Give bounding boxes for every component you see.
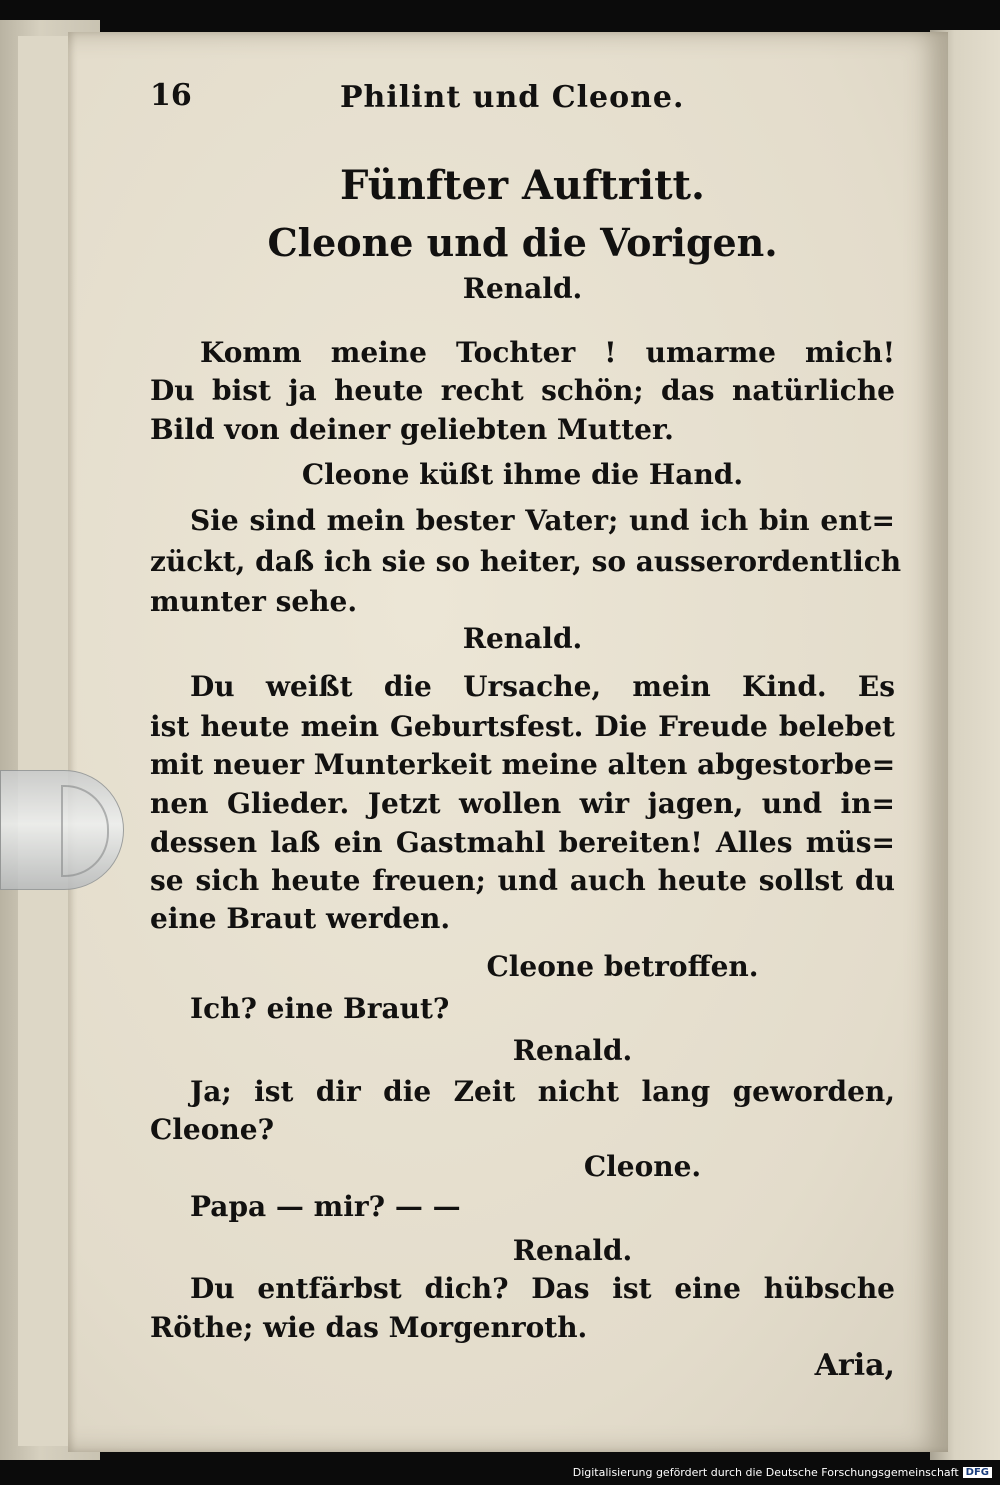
text-line: Du weißt die Ursache, mein Kind. Es [190, 670, 895, 703]
text-line: Röthe; wie das Morgenroth. [150, 1311, 588, 1344]
speaker-label: Cleone küßt ihme die Hand. [301, 458, 744, 491]
text-line: eine Braut werden. [150, 902, 451, 935]
text-line: Bild von deiner geliebten Mutter. [150, 413, 674, 446]
credit-text: Digitalisierung gefördert durch die Deutsche Forschungsgemeinschaft [572, 1466, 959, 1479]
text-line: nen Glieder. Jetzt wollen wir jagen, und in= [150, 787, 895, 820]
text-line: Du entfärbst dich? Das ist eine hübsche [190, 1272, 895, 1305]
speaker-label: Renald. [512, 1234, 633, 1267]
scene-heading: Fünfter Auftritt. [340, 162, 705, 209]
speaker-label: Cleone. [583, 1150, 702, 1183]
text-line: mit neuer Munterkeit meine alten abgestorbe= [150, 748, 896, 781]
text-line: Sie sind mein bester Vater; und ich bin ent= [190, 504, 895, 537]
text-line: Ja; ist dir die Zeit nicht lang geworden, [190, 1075, 895, 1108]
speaker-label: Renald. [462, 622, 583, 655]
text-line: Du bist ja heute recht schön; das natürliche [150, 374, 895, 407]
text-line: Cleone? [150, 1113, 274, 1146]
running-title: Philint und Cleone. [340, 80, 685, 115]
speaker-label: Renald. [462, 272, 583, 305]
text-line: Ich? eine Braut? [190, 992, 450, 1025]
speaker-label: Cleone betroffen. [486, 950, 759, 983]
text-line: dessen laß ein Gastmahl bereiten! Alles müs= [150, 826, 895, 859]
page-number: 16 [150, 78, 192, 113]
dfg-logo: DFG [963, 1467, 992, 1478]
digitization-credit [573, 1466, 992, 1479]
text-line: se sich heute freuen; und auch heute sollst du [150, 864, 895, 897]
text-line: zückt, daß ich sie so heiter, so ausserordentlich [150, 545, 902, 578]
speaker-label: Renald. [512, 1034, 633, 1067]
text-line: ist heute mein Geburtsfest. Die Freude belebet [150, 710, 895, 743]
text-line: munter sehe. [150, 585, 358, 618]
catchword: Aria, [814, 1348, 895, 1383]
text-line: Papa — mir? — — [190, 1190, 461, 1223]
text-line: Komm meine Tochter ! umarme mich! [200, 336, 895, 369]
scene-subheading: Cleone und die Vorigen. [267, 220, 778, 265]
